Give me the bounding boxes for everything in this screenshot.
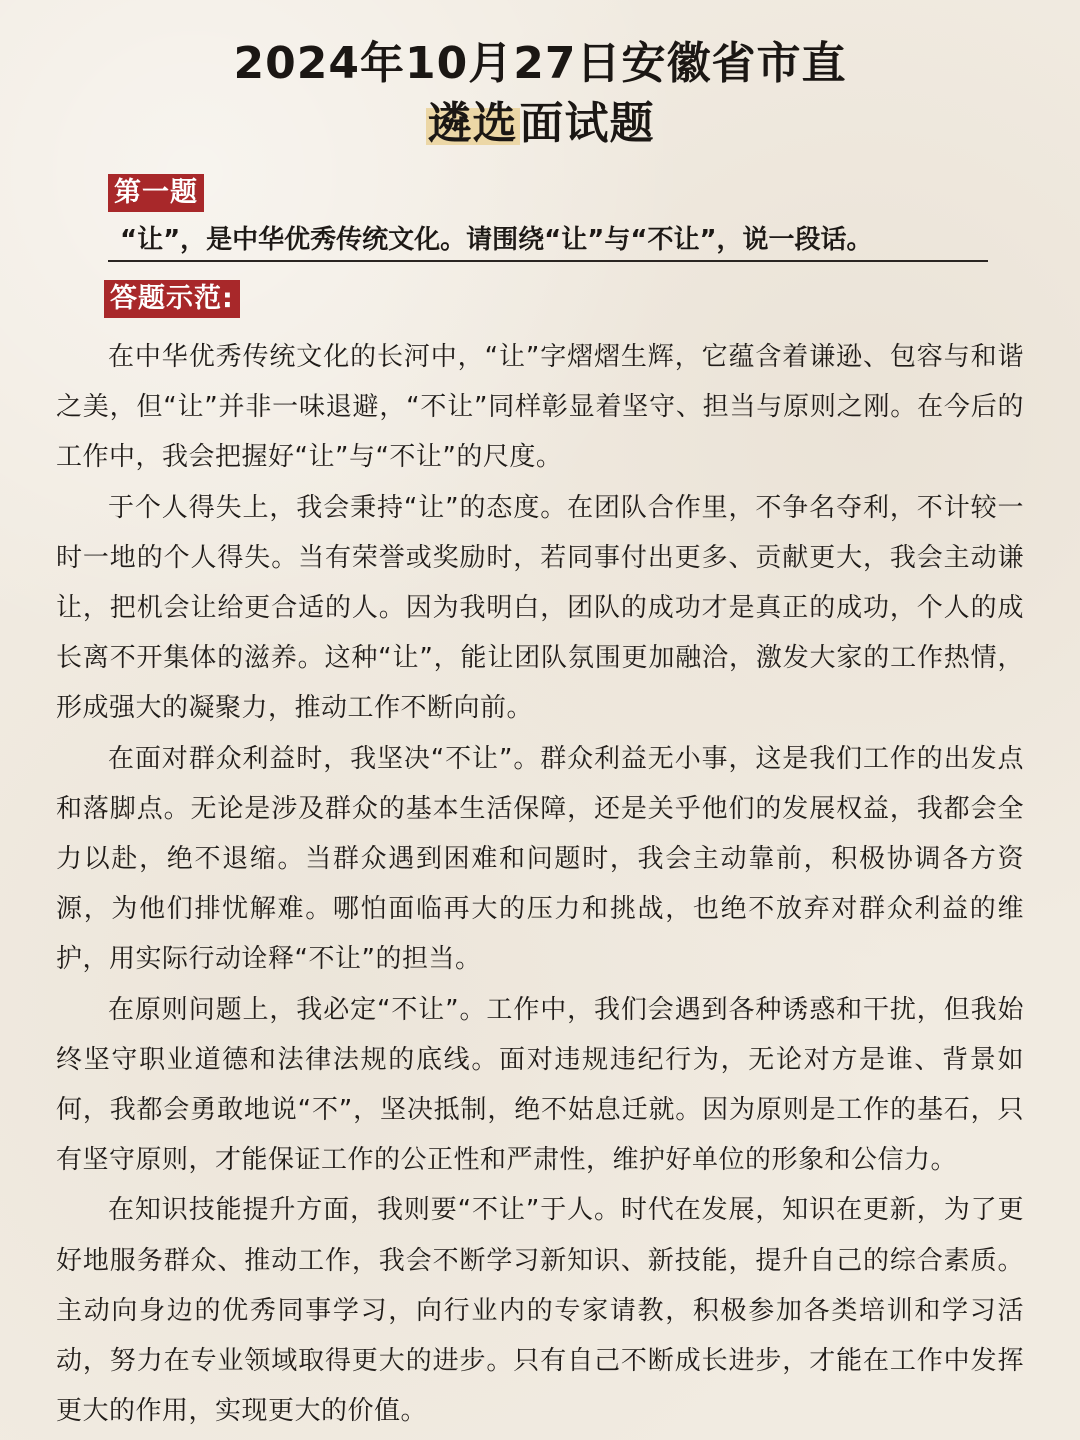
answer-paragraph: 在知识技能提升方面，我则要“不让”于人。时代在发展，知识在更新，为了更好地服务群众、推动工作，我会不断学习新知识、新技能，提升自己的综合素质。主动向身边的优秀同事学习，向行业内的专家请教，积极参加各类培训和学习活动，努力在专业领域取得更大的进步。只有自己不断成长进步，才能在工作中发挥更大的作用，实现更大的价值。 <box>56 1195 1024 1427</box>
answer-tag: 答题示范: <box>104 280 240 318</box>
title-block <box>56 0 1024 154</box>
answer-body <box>56 332 1024 1436</box>
answer-paragraph: 在中华优秀传统文化的长河中，“让”字熠熠生辉，它蕴含着谦逊、包容与和谐之美，但“让”并非一味退避，“不让”同样彰显着坚守、担当与原则之刚。在今后的工作中，我会把握好“让”与“不让”的尺度。 <box>56 342 1024 473</box>
title-highlight: 遴选 <box>427 98 518 149</box>
title-line-1: 2024年10月27日安徽省市直 <box>233 38 847 89</box>
title-rest: 面试题 <box>519 98 655 149</box>
title-line-2 <box>426 94 655 154</box>
answer-paragraph: 在原则问题上，我必定“不让”。工作中，我们会遇到各种诱惑和干扰，但我始终坚守职业道德和法律法规的底线。面对违规违纪行为，无论对方是谁、背景如何，我都会勇敢地说“不”，坚决抵制，绝不姑息迁就。因为原则是工作的基石，只有坚守原则，才能保证工作的公正性和严肃性，维护好单位的形象和公信力。 <box>56 994 1024 1176</box>
question-text: “让”，是中华优秀传统文化。请围绕“让”与“不让”，说一段话。 <box>108 220 988 262</box>
answer-paragraph: 在面对群众利益时，我坚决“不让”。群众利益无小事，这是我们工作的出发点和落脚点。无论是涉及群众的基本生活保障，还是关乎他们的发展权益，我都会全力以赴，绝不退缩。当群众遇到困难和问题时，我会主动靠前，积极协调各方资源，为他们排忧解难。哪怕面临再大的压力和挑战，也绝不放弃对群众利益的维护，用实际行动诠释“不让”的担当。 <box>56 743 1024 975</box>
question-tag: 第一题 <box>108 174 204 212</box>
answer-paragraph: 于个人得失上，我会秉持“让”的态度。在团队合作里，不争名夺利，不计较一时一地的个人得失。当有荣誉或奖励时，若同事付出更多、贡献更大，我会主动谦让，把机会让给更合适的人。因为我明白，团队的成功才是真正的成功，个人的成长离不开集体的滋养。这种“让”，能让团队氛围更加融洽，激发大家的工作热情，形成强大的凝聚力，推动工作不断向前。 <box>56 492 1024 724</box>
